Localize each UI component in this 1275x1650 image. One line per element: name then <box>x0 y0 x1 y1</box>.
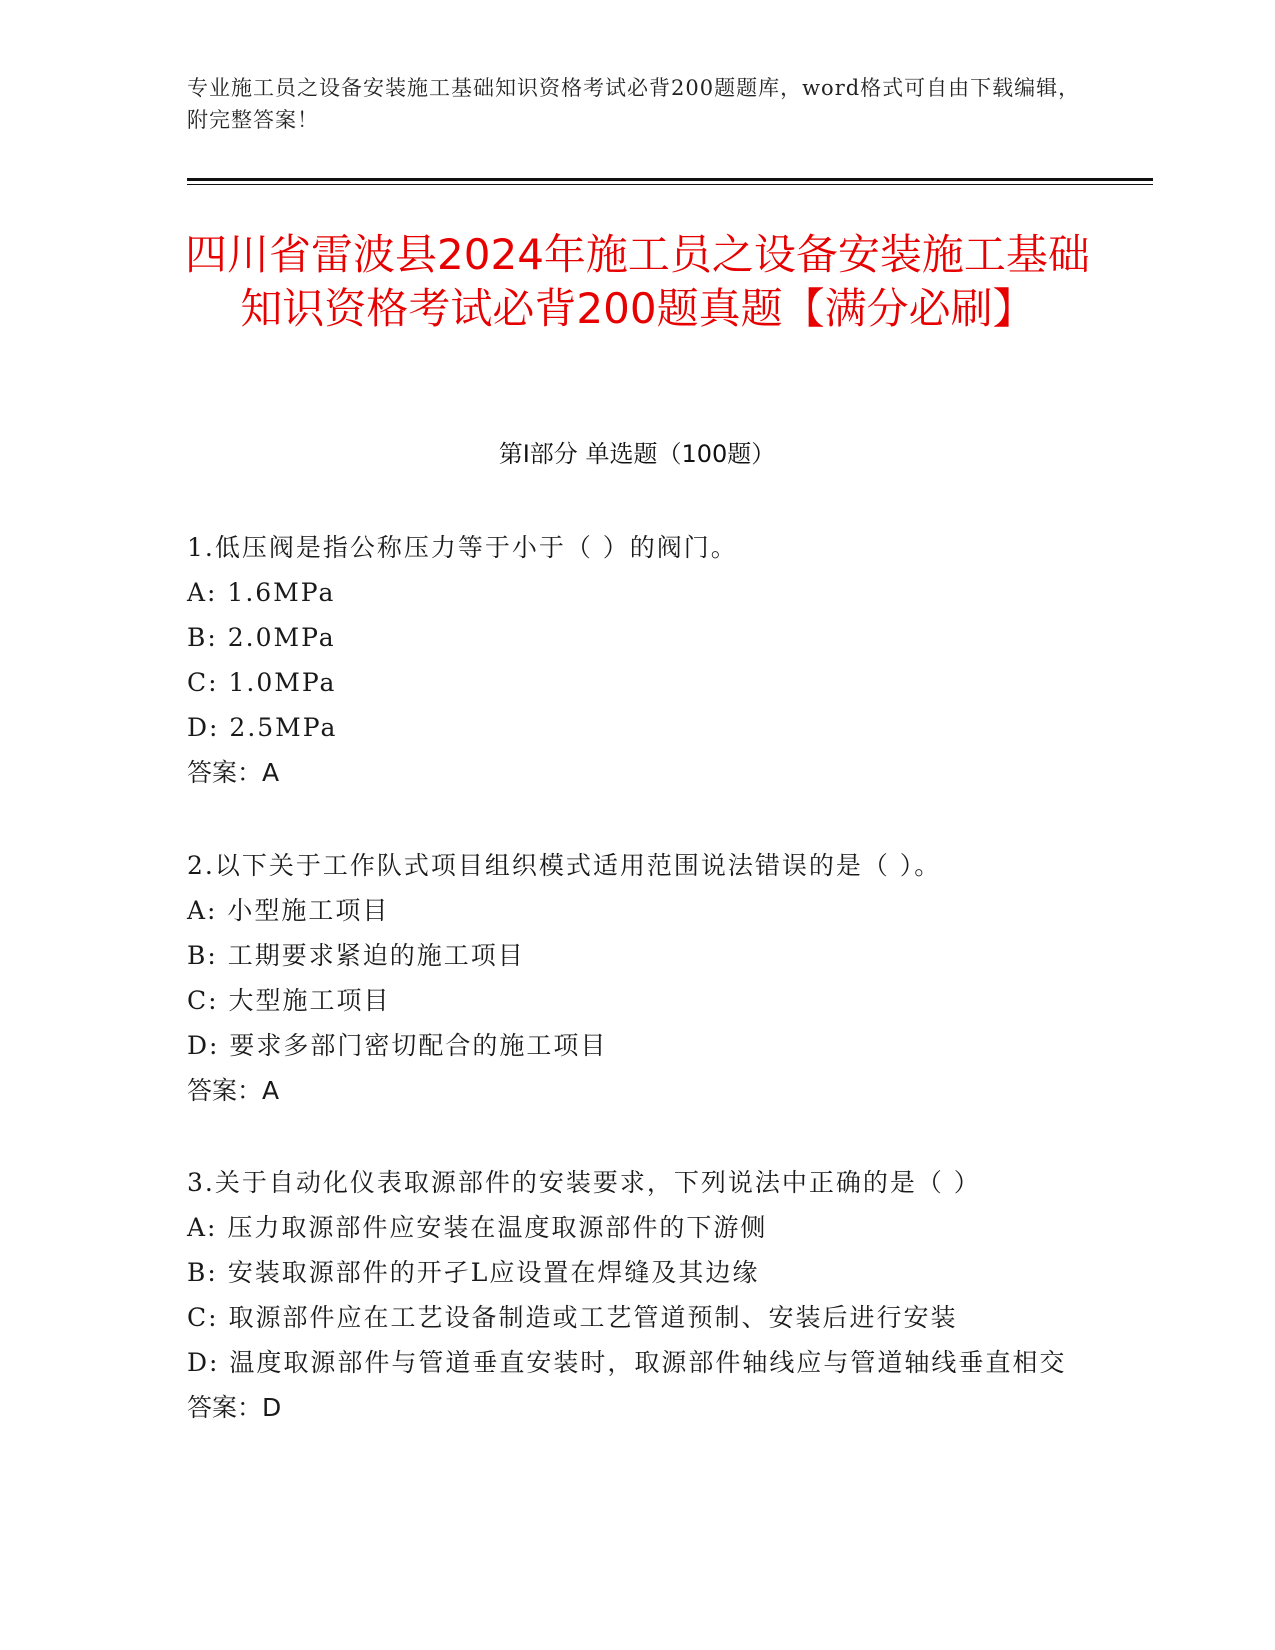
option-d: D: 2.5MPa <box>187 713 338 742</box>
option-a: A: 压力取源部件应安装在温度取源部件的下游侧 <box>187 1213 768 1242</box>
header-rule-thick <box>187 178 1153 181</box>
section-title: 第I部分 单选题（100题） <box>498 440 776 468</box>
question-stem: 1.低压阀是指公称压力等于小于（ ）的阀门。 <box>187 533 738 562</box>
answer: 答案：A <box>187 1076 280 1105</box>
header-rule-thin <box>187 184 1153 185</box>
question-3 <box>187 1160 1087 1430</box>
option-a: A: 小型施工项目 <box>187 896 390 925</box>
option-d: D: 温度取源部件与管道垂直安装时，取源部件轴线应与管道轴线垂直相交 <box>187 1348 1067 1377</box>
answer: 答案：A <box>187 758 280 787</box>
option-b: B: 安装取源部件的开孑L应设置在焊缝及其边缘 <box>187 1258 760 1287</box>
question-2 <box>187 843 1087 1113</box>
header-note: 专业施工员之设备安装施工基础知识资格考试必背200题题库，word格式可自由下载编辑，附完整答案！ <box>187 76 1081 132</box>
answer: 答案：D <box>187 1393 282 1422</box>
option-b: B: 工期要求紧迫的施工项目 <box>187 941 525 970</box>
question-stem: 3.关于自动化仪表取源部件的安装要求，下列说法中正确的是（ ） <box>187 1168 981 1197</box>
option-d: D: 要求多部门密切配合的施工项目 <box>187 1031 608 1060</box>
document-title: 四川省雷波县2024年施工员之设备安装施工基础知识资格考试必背200题真题【满分必刷】 <box>185 230 1090 333</box>
option-a: A: 1.6MPa <box>187 578 336 607</box>
question-1 <box>187 525 1087 795</box>
question-stem: 2.以下关于工作队式项目组织模式适用范围说法错误的是（ ）。 <box>187 851 942 880</box>
option-c: C: 取源部件应在工艺设备制造或工艺管道预制、安装后进行安装 <box>187 1303 958 1332</box>
option-b: B: 2.0MPa <box>187 623 336 652</box>
option-c: C: 大型施工项目 <box>187 986 391 1015</box>
option-c: C: 1.0MPa <box>187 668 337 697</box>
